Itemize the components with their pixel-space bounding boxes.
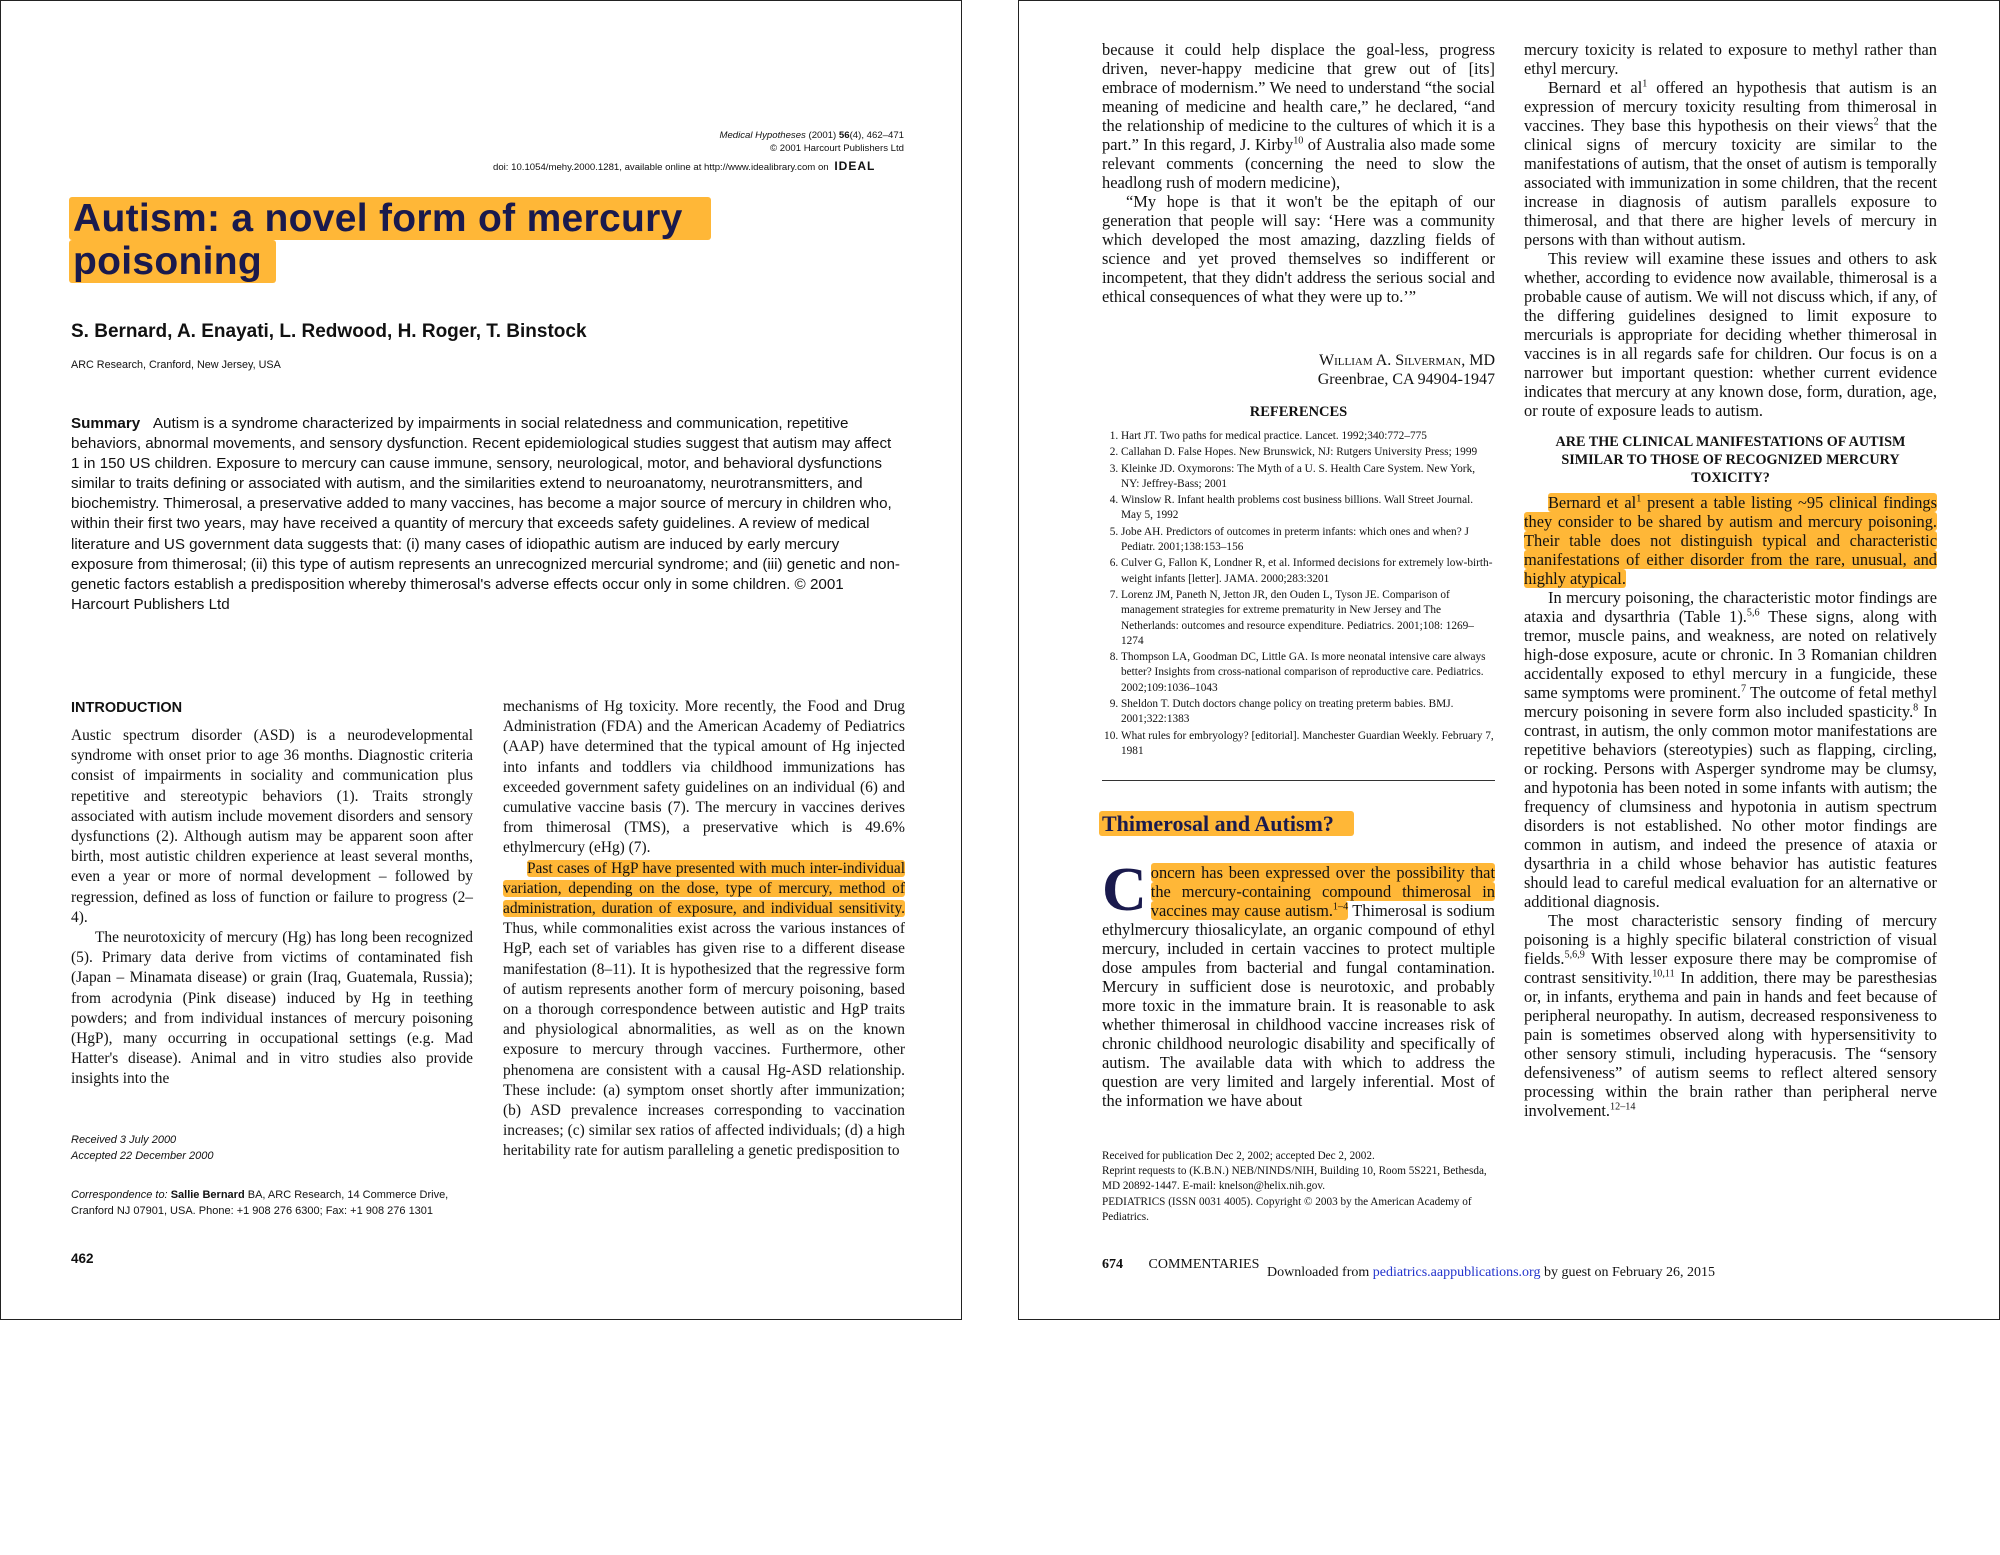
text: Downloaded from: [1267, 1265, 1373, 1280]
right-page-number: 674: [1102, 1257, 1123, 1272]
reference-item: 2. Callahan D. False Hopes. New Brunswick, NJ: Rutgers University Press; 1999: [1121, 445, 1495, 460]
section-title-text: Thimerosal and Autism?: [1099, 811, 1354, 836]
concern-text: oncern has been expressed over the possibility that the mercury-containing compound thimerosal in vaccines may cause autism.: [1150, 863, 1495, 920]
download-link[interactable]: pediatrics.aappublications.org: [1372, 1265, 1541, 1280]
text: offered an hypothesis that autism is an expression of mercury toxicity resulting from thimerosal in vaccines. They base this hypothesis on their views: [1524, 78, 1937, 135]
text: present a table listing ~95 clinical findings they consider to be shared by autism and mercury poisoning. Their table does not distinguish typical and characteristic manifestations of either disorder from the rare, unusual, and highly atypical.: [1524, 493, 1937, 588]
doi-line: [493, 159, 875, 173]
left-page-reflection: [0, 1322, 962, 1555]
text: that the clinical signs of mercury toxicity are similar to the manifestations of autism, that the onset of autism is temporally associated with immunization in some children, that the recent increase in diagnosis of autism parallels exposure to thimerosal, and that there are higher levels of mercury in persons with than without autism.: [1524, 116, 1937, 249]
thimerosal-paragraph: [1102, 856, 1495, 1110]
citation-sup: 2: [1873, 116, 1879, 128]
footnotes: [1102, 1149, 1495, 1225]
right-column-1: [1102, 40, 1495, 306]
correspondence-address: BA, ARC Research, 14 Commerce Drive, Cranford NJ 07901, USA. Phone: +1 908 276 6300; Fax: +1 908 276 1301: [71, 1189, 449, 1217]
citation-sup: 1–4: [1332, 901, 1349, 913]
col2-paragraph-1: mechanisms of Hg toxicity. More recently, the Food and Drug Administration (FDA) and the American Academy of Pediatrics (AAP) have determined that the typical amount of Hg injected into infants and toddlers via childhood immunizations has exceeded government safety guidelines on an individual (6) and cumulative vaccine basis (7). The mercury in vaccines derives from thimerosal (TMS), a preservative which is 49.6% ethylmercury (eHg) (7).: [503, 698, 905, 857]
right-page-footer: [1102, 1257, 1259, 1273]
journal-volume: 56: [838, 130, 850, 141]
citation-sup: 10,11: [1652, 968, 1675, 980]
correspondence-name: Sallie Bernard: [170, 1189, 245, 1201]
reference-item: 6. Culver G, Fallon K, Londner R, et al. Informed decisions for extremely low-birth-weight infants [letter]. JAMA. 2000;283:3201: [1121, 556, 1495, 587]
ideal-logo: IDEAL: [834, 159, 876, 173]
download-notice: [1267, 1265, 1715, 1281]
col2-paragraph-2-rest: Thus, while commonalities exist across the various instances of HgP, each set of variables has given rise to a different disease manifestation (8–11). It is hypothesized that the regressive form of autism represents another form of mercury poisoning, based on a thorough correspondence between autistic and HgP traits and physiological abnormalities, as well as on the known exposure to mercury through vaccines. Furthermore, other phenomena are consistent with a causal Hg-ASD relationship. These include: (a) symptom onset shortly after immunization; (b) ASD prevalence increases corresponding to vaccination increases; (c) similar sex ratios of affected individuals; (d) a high heritability rate for autism paralleling a genetic predisposition to: [503, 920, 905, 1160]
left-page-number: 462: [71, 1251, 94, 1266]
text: by guest on February 26, 2015: [1540, 1265, 1716, 1280]
subheading-clinical: ARE THE CLINICAL MANIFESTATIONS OF AUTISM SIMILAR TO THOSE OF RECOGNIZED MERCURY TOXICITY?: [1555, 434, 1906, 486]
intro-heading: INTRODUCTION: [71, 700, 183, 716]
citation-sup: 7: [1741, 683, 1747, 695]
summary-block: [71, 414, 903, 615]
thimerosal-body: [1102, 856, 1495, 1110]
dropcap-letter: C: [1102, 856, 1147, 924]
col2-paragraph-1: mercury toxicity is related to exposure to methyl rather than ethyl mercury.: [1524, 40, 1937, 78]
signature-name: William A. Silverman, MD: [1319, 352, 1495, 369]
text: The most characteristic sensory finding of mercury poisoning is a highly specific bilateral constriction of visual fields.: [1524, 911, 1937, 968]
col2-paragraph-motor: [1524, 588, 1937, 911]
section-divider: [1102, 780, 1495, 781]
col2-paragraph-2: [1524, 78, 1937, 249]
right-column-2: [1524, 40, 1937, 1120]
highlighted-passage-variation: Past cases of HgP have presented with much inter-individual variation, depending on the dose, type of mercury, method of administration, duration of exposure, and individual sensitivity.: [503, 859, 905, 918]
title-line-2: poisoning: [69, 240, 276, 283]
section-title: [1099, 811, 1354, 837]
accepted-date: Accepted 22 December 2000: [71, 1150, 214, 1162]
affiliation: ARC Research, Cranford, New Jersey, USA: [71, 359, 281, 371]
text: In mercury poisoning, the characteristic motor findings are ataxia and dysarthria (Table 1).: [1524, 588, 1937, 626]
title-line-1: Autism: a novel form of mercury: [69, 197, 711, 240]
reference-item: 4. Winslow R. Infant health problems cost business billions. Wall Street Journal. May 5, 1992: [1121, 493, 1495, 524]
article-title: [69, 197, 711, 283]
left-column-1: [71, 700, 473, 1090]
reference-list: [1099, 429, 1495, 760]
silverman-p1-text: because it could help displace the goal-less, progress driven, never-happy medicine that grew out of [its] embrace of modernism.” We need to understand “the social meaning of medicine and health care,” he declared, “and the relationship of medicine to the cultures of which it is a part.” In this regard, J. Kirby: [1102, 40, 1495, 154]
thimerosal-rest: Thimerosal is sodium ethylmercury thiosalicylate, an organic compound of ethyl mercury, included in certain vaccines to protect multiple dose ampules from bacterial and fungal contamination. Mercury in sufficient dose is neurotoxic, and probably more toxic in the immature brain. It is reasonable to ask whether thimerosal in childhood vaccine increases risk of chronic childhood neurologic disability and specifically of autism. The available data with which to address the question are very limited and largely inferential. Most of the information we have about: [1102, 901, 1495, 1110]
reference-item: 10. What rules for embryology? [editorial]. Manchester Guardian Weekly. February 7, 1981: [1121, 729, 1495, 760]
text: The outcome of fetal methyl mercury poisoning in severe form also included spasticity.: [1524, 683, 1938, 721]
doi-text: doi: 10.1054/mehy.2000.1281, available online at http://www.idealibrary.com on: [493, 162, 829, 173]
author-list: S. Bernard, A. Enayati, L. Redwood, H. Roger, T. Binstock: [71, 321, 587, 342]
silverman-paragraph-1: [1102, 40, 1495, 192]
references-heading: REFERENCES: [1249, 404, 1348, 420]
citation-sup: 5,6,9: [1564, 949, 1585, 961]
pediatrics-note: PEDIATRICS (ISSN 0031 4005). Copyright © 2003 by the American Academy of Pediatrics.: [1102, 1195, 1472, 1223]
signature: [1301, 351, 1495, 389]
received-note: Received for publication Dec 2, 2002; accepted Dec 2, 2002.: [1102, 1150, 1375, 1162]
col2-paragraph-2: [503, 859, 905, 1162]
text: Bernard et al: [1548, 493, 1637, 512]
silverman-quote: “My hope is that it won't be the epitaph of our generation that people will say: ‘Here was a community which developed the most amazing, dazzling fields of science and yet proved themselves so indifferent or incompetent, that they didn't address the serious social and ethical consequences of what they were up to.’”: [1102, 192, 1495, 306]
citation-sup: 8: [1913, 702, 1919, 714]
reference-item: 9. Sheldon T. Dutch doctors change policy on treating preterm babies. BMJ. 2001;322:1383: [1121, 697, 1495, 728]
reference-item: 7. Lorenz JM, Paneth N, Jetton JR, den Ouden L, Tyson JE. Comparison of management strategies for extreme prematurity in New Jersey and The Netherlands: outcomes and resource expenditure. Pediatrics. 2001;108: 1269–1274: [1121, 588, 1495, 649]
right-page-reflection: [1018, 1322, 2000, 1555]
summary-text: Autism is a syndrome characterized by impairments in social relatedness and communication, repetitive behaviors, abnormal movements, and sensory dysfunction. Recent epidemiological studies suggest that autism may affect 1 in 150 US children. Exposure to mercury can cause immune, sensory, neurological, motor, and behavioral dysfunctions similar to traits defining or associated with autism, and the similarities extend to neuroanatomy, neurotransmitters, and biochemistry. Thimerosal, a preservative added to many vaccines, has become a major source of mercury in children who, within their first two years, may have received a quantity of mercury that exceeds safety guidelines. A review of medical literature and US government data suggests that: (i) many cases of idiopathic autism are induced by early mercury exposure from thimerosal; (ii) this type of autism represents an unrecognized mercurial syndrome; and (iii) genetic and non-genetic factors establish a predisposition whereby thimerosal's adverse effects occur only in some children. © 2001 Harcourt Publishers Ltd: [71, 415, 900, 613]
journal-pages: (4), 462–471: [849, 130, 904, 141]
journal-name: Medical Hypotheses: [719, 130, 806, 141]
copyright-line: © 2001 Harcourt Publishers Ltd: [770, 143, 904, 154]
col2-paragraph-sensory: [1524, 911, 1937, 1120]
summary-label: Summary: [71, 415, 141, 432]
correspondence: [71, 1187, 479, 1219]
received-dates: [71, 1132, 213, 1164]
journal-year: (2001): [808, 130, 839, 141]
text: In contrast, in autism, the only common motor manifestations are repetitive behaviors (stereotypies) such as flapping, circling, or rocking. Persons with Asperger syndrome may be clumsy, and hypotonia has been noted in some infants with autism; the frequency of clumsiness and hypotonia in autism spectrum disorders is not established. No other motor findings are common in autism, and indeed the presence of ataxia or dysarthria in a child whose behavior has autistic features should lead to careful medical evaluation for an alternative or additional diagnosis.: [1524, 702, 1937, 911]
col2-highlight-paragraph: [1524, 493, 1937, 588]
text: With lesser exposure there may be compromise of contrast sensitivity.: [1524, 949, 1937, 987]
highlighted-passage-table: [1524, 493, 1937, 588]
text: In addition, there may be paresthesias or, in infants, erythema and pain in hands and feet because of peripheral neuropathy. In autism, decreased responsiveness to pain is sometimes observed along with hypersensitivity to other sensory stimuli, including hyperacusis. The “sensory defensiveness” of autism seems to reflect altered sensory processing within the brain rather than peripheral nerve involvement.: [1524, 968, 1937, 1120]
citation-sup: 1: [1642, 78, 1648, 90]
citation-sup: 12–14: [1610, 1101, 1636, 1113]
intro-paragraph-1: Austic spectrum disorder (ASD) is a neurodevelopmental syndrome with onset prior to age 36 months. Diagnostic criteria consist of impairments in sociality and communication plus repetitive and stereotypic behaviors (1). Traits strongly associated with autism include movement disorders and sensory dysfunctions (2). Although autism may be apparent soon after birth, most autistic children experience at least several months, even a year or more of normal development – followed by regression, defined as loss of function or failure to progress (2–4).: [71, 727, 473, 926]
silverman-p1-rest: of Australia also made some relevant comments (concerning the need to slow the headlong rush of modern medicine),: [1102, 135, 1495, 192]
reference-item: 5. Jobe AH. Predictors of outcomes in preterm infants: which ones and when? J Pediatr. 2001;138:153–156: [1121, 525, 1495, 556]
signature-place: Greenbrae, CA 94904-1947: [1317, 371, 1495, 388]
reprint-note: Reprint requests to (K.B.N.) NEB/NINDS/NIH, Building 10, Room 5S221, Bethesda, MD 20892-1447. E-mail: knelson@helix.nih.gov.: [1102, 1165, 1487, 1193]
correspondence-label: Correspondence to:: [71, 1189, 168, 1201]
left-column-2: [503, 697, 905, 1162]
reference-item: 3. Kleinke JD. Oxymorons: The Myth of a U. S. Health Care System. New York, NY: Jeffrey-Bass; 2001: [1121, 462, 1495, 493]
intro-paragraph-2: The neurotoxicity of mercury (Hg) has long been recognized (5). Primary data derive from victims of contaminated fish (Japan – Minamata disease) or grain (Iraq, Guatemala, Russia); from acrodynia (Pink disease) induced by Hg in teething powders; and from individual instances of mercury poisoning (HgP), many occurring in occupational settings (e.g. Mad Hatter's disease). Animal and in vitro studies also provide insights into the: [71, 929, 473, 1088]
text: These signs, along with tremor, muscle pains, and weakness, are noted on relatively high-dose exposure, acute or chronic. In 3 Romanian children accidentally exposed to ethyl mercury in a fungicide, these same symptoms were prominent.: [1524, 607, 1937, 702]
journal-citation: [719, 129, 904, 155]
citation-sup: 5,6: [1746, 607, 1760, 619]
reference-item: 8. Thompson LA, Goodman DC, Little GA. Is more neonatal intensive care always better? Insights from cross-national comparison of reproductive care. Pediatrics. 2002;109:1036–1043: [1121, 650, 1495, 696]
text: Bernard et al: [1548, 78, 1643, 97]
left-article-page: [0, 0, 962, 1320]
right-article-page: [1018, 0, 2000, 1320]
col2-paragraph-3: This review will examine these issues and others to ask whether, according to evidence now available, thimerosal is a probable cause of autism. We will not discuss which, if any, of the differing guidelines designed to limit exposure to mercurials is appropriate for deciding whether thimerosal in vaccines is in all regards safe for children. Our focus is on a narrower but important question: whether current evidence indicates that mercury at any known dose, form, duration, age, or route of exposure leads to autism.: [1524, 249, 1937, 420]
running-head: COMMENTARIES: [1148, 1257, 1260, 1272]
received-date: Received 3 July 2000: [71, 1134, 177, 1146]
citation-sup: 10: [1293, 135, 1304, 147]
citation-sup: 1: [1636, 493, 1642, 505]
reference-item: 1. Hart JT. Two paths for medical practice. Lancet. 1992;340:772–775: [1121, 429, 1495, 444]
